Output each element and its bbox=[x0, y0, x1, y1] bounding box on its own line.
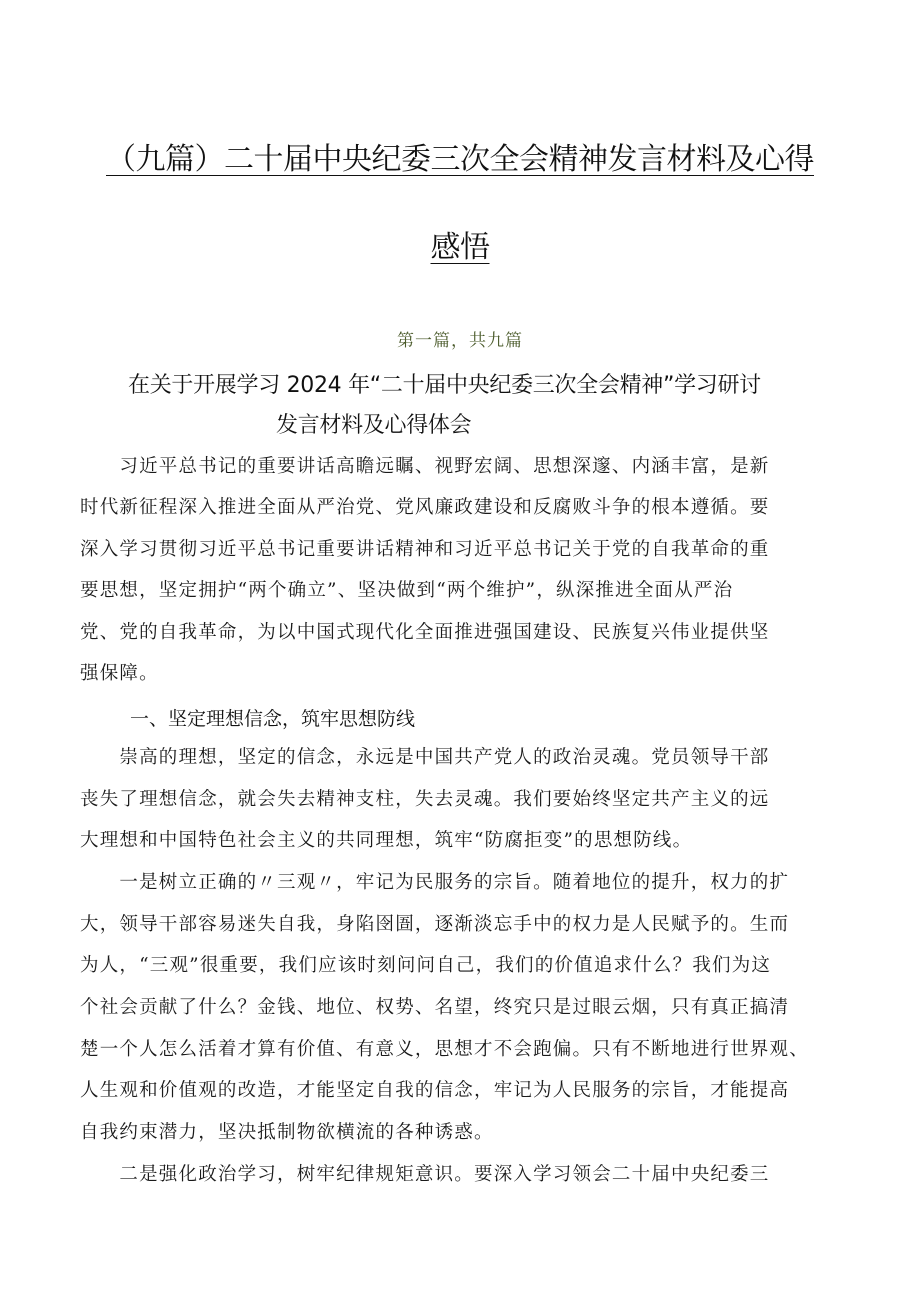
body-line: 时代新征程深入推进全面从严治党、党风廉政建设和反腐败斗争的根本遵循。要 bbox=[80, 497, 770, 518]
body-line: 一是树立正确的〃三观〃，牢记为民服务的宗旨。随着地位的提升，权力的扩 bbox=[80, 872, 790, 893]
article-heading-line-2: 发言材料及心得体会 bbox=[276, 413, 472, 438]
body-line: 丧失了理想信念，就会失去精神支柱，失去灵魂。我们要始终坚定共产主义的远 bbox=[80, 789, 770, 810]
body-line: 要思想，坚定拥护“两个确立”、坚决做到“两个维护”，纵深推进全面从严治 bbox=[80, 580, 734, 601]
document-title-line-1: （九篇）二十届中央纪委三次全会精神发言材料及心得 bbox=[106, 142, 814, 177]
article-heading-line-1: 在关于开展学习 2024 年“二十届中央纪委三次全会精神”学习研讨 bbox=[128, 373, 761, 398]
body-line: 大理想和中国特色社会主义的共同理想，筑牢“防腐拒变”的思想防线。 bbox=[80, 830, 693, 851]
body-line: 个社会贡献了什么？金钱、地位、权势、名望，终究只是过眼云烟，只有真正搞清 bbox=[80, 997, 790, 1018]
body-line: 自我约束潜力，坚决抵制物欲横流的各种诱惑。 bbox=[80, 1122, 494, 1143]
body-line: 深入学习贯彻习近平总书记重要讲话精神和习近平总书记关于党的自我革命的重 bbox=[80, 539, 770, 560]
body-line: 习近平总书记的重要讲话高瞻远瞩、视野宏阔、思想深邃、内涵丰富，是新 bbox=[80, 456, 770, 477]
body-line: 楚一个人怎么活着才算有价值、有意义，思想才不会跑偏。只有不断地进行世界观、 bbox=[80, 1039, 809, 1060]
body-line: 强保障。 bbox=[80, 663, 159, 684]
body-line: 人生观和价值观的改造，才能坚定自我的信念，牢记为人民服务的宗旨，才能提高 bbox=[80, 1080, 790, 1101]
body-line: 二是强化政治学习，树牢纪律规矩意识。要深入学习领会二十届中央纪委三 bbox=[80, 1164, 770, 1185]
body-line: 大，领导干部容易迷失自我，身陷囹圄，逐渐淡忘手中的权力是人民赋予的。生而 bbox=[80, 914, 790, 935]
body-line: 崇高的理想，坚定的信念，永远是中国共产党人的政治灵魂。党员领导干部 bbox=[80, 747, 770, 768]
body-line: 为人，“三观”很重要，我们应该时刻问问自己，我们的价值追求什么？我们为这 bbox=[80, 955, 772, 976]
section-heading: 一、坚定理想信念，筑牢思想防线 bbox=[130, 708, 416, 730]
body-line: 党、党的自我革命，为以中国式现代化全面推进强国建设、民族复兴伟业提供坚 bbox=[80, 622, 770, 643]
part-label: 第一篇，共九篇 bbox=[397, 331, 523, 351]
document-title-line-2: 感悟 bbox=[430, 230, 490, 265]
